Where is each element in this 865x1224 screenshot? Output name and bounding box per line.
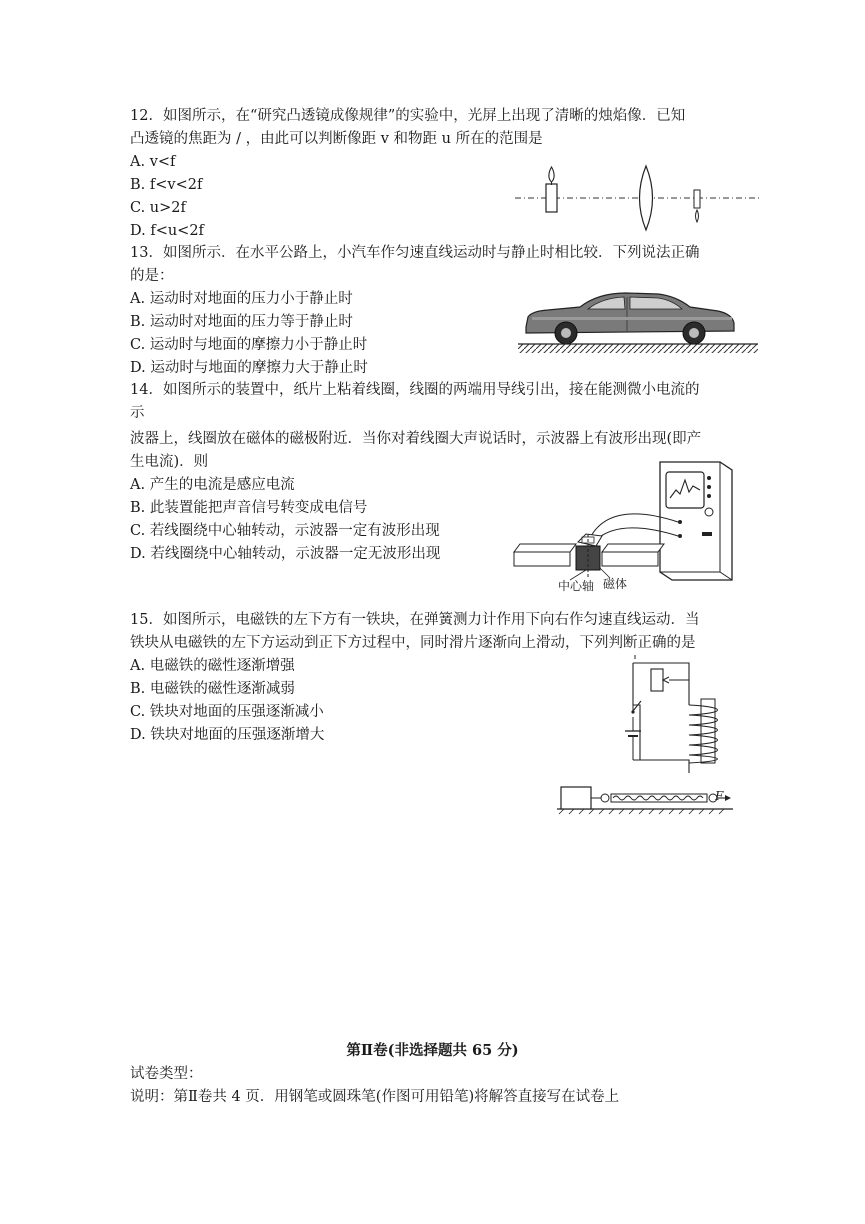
q13-option-d: D. 运动时与地面的摩擦力大于静止时	[130, 360, 368, 376]
q15-stem-line1: 15．如图所示，电磁铁的左下方有一铁块，在弹簧测力计作用下向右作匀速直线运动．当	[130, 612, 700, 628]
q13-stem-line2: 的是：	[130, 268, 174, 284]
q12-option-b: B. f<v<2f	[130, 177, 203, 193]
inverted-image-icon	[694, 190, 700, 222]
electromagnet-figure	[555, 655, 735, 815]
iron-block-icon	[561, 787, 591, 809]
candle-icon	[546, 167, 557, 212]
q15-option-b: B. 电磁铁的磁性逐渐减弱	[130, 681, 295, 697]
q14-stem-line2: 示	[130, 405, 145, 421]
label-magnet: 磁体	[603, 577, 628, 591]
q13-stem-line1: 13．如图所示．在水平公路上，小汽车作匀速直线运动时与静止时相比较．下列说法正确	[130, 245, 700, 261]
q15-option-a: A. 电磁铁的磁性逐渐增强	[130, 658, 295, 674]
q15-stem-line2: 铁块从电磁铁的左下方运动到正下方过程中，同时滑片逐渐向上滑动，下列判断正确的是	[130, 635, 696, 651]
q14-stem-line1: 14．如图所示的装置中，纸片上粘着线圈，线圈的两端用导线引出，接在能测微小电流的	[130, 382, 700, 398]
q14-option-a: A. 产生的电流是感应电流	[130, 477, 295, 493]
q13-option-a: A. 运动时对地面的压力小于静止时	[130, 291, 353, 307]
q13-option-c: C. 运动时与地面的摩擦力小于静止时	[130, 337, 368, 353]
oscilloscope-figure	[510, 460, 735, 600]
oscilloscope-icon	[660, 462, 732, 580]
q13-option-b: B. 运动时对地面的压力等于静止时	[130, 314, 353, 330]
car-figure	[518, 283, 758, 357]
q15-option-d: D. 铁块对地面的压强逐渐增大	[130, 727, 325, 743]
label-central-axis: 中心轴	[558, 579, 595, 593]
convex-lens-icon	[640, 166, 653, 230]
q12-stem-line2: 凸透镜的焦距为 / ，由此可以判断像距 v 和物距 u 所在的范围是	[130, 131, 543, 147]
q12-option-c: C. u>2f	[130, 200, 186, 216]
rheostat-icon	[651, 669, 663, 691]
q15-option-c: C. 铁块对地面的压强逐渐减小	[130, 704, 324, 720]
electromagnet-icon	[689, 699, 718, 763]
lens-experiment-figure	[510, 160, 765, 232]
coil-icon	[578, 534, 602, 546]
car-icon	[526, 293, 734, 344]
q14-option-b: B. 此装置能把声音信号转变成电信号	[130, 500, 368, 516]
q14-stem-line4: 生电流)．则	[130, 454, 209, 470]
q14-stem-line3: 波器上，线圈放在磁体的磁极附近．当你对着线圈大声说话时，示波器上有波形出现(即产	[130, 431, 702, 447]
part2-title: 第Ⅱ卷(非选择题共 65 分)	[346, 1042, 519, 1059]
q12-stem-line1: 12．如图所示，在“研究凸透镜成像规律”的实验中，光屏上出现了清晰的烛焰像．已知	[130, 108, 686, 124]
q14-option-c: C. 若线圈绕中心轴转动，示波器一定有波形出现	[130, 523, 440, 539]
spring-scale-icon	[601, 794, 717, 802]
q14-option-d: D. 若线圈绕中心轴转动，示波器一定无波形出现	[130, 546, 441, 562]
q12-option-d: D. f<u<2f	[130, 223, 204, 239]
q12-option-a: A. v<f	[130, 154, 176, 170]
label-force-f: F	[715, 789, 724, 803]
part2-type-line: 试卷类型：	[130, 1066, 203, 1082]
part2-note: 说明：第Ⅱ卷共 4 页．用钢笔或圆珠笔(作图可用铅笔)将解答直接写在试卷上	[130, 1089, 620, 1105]
